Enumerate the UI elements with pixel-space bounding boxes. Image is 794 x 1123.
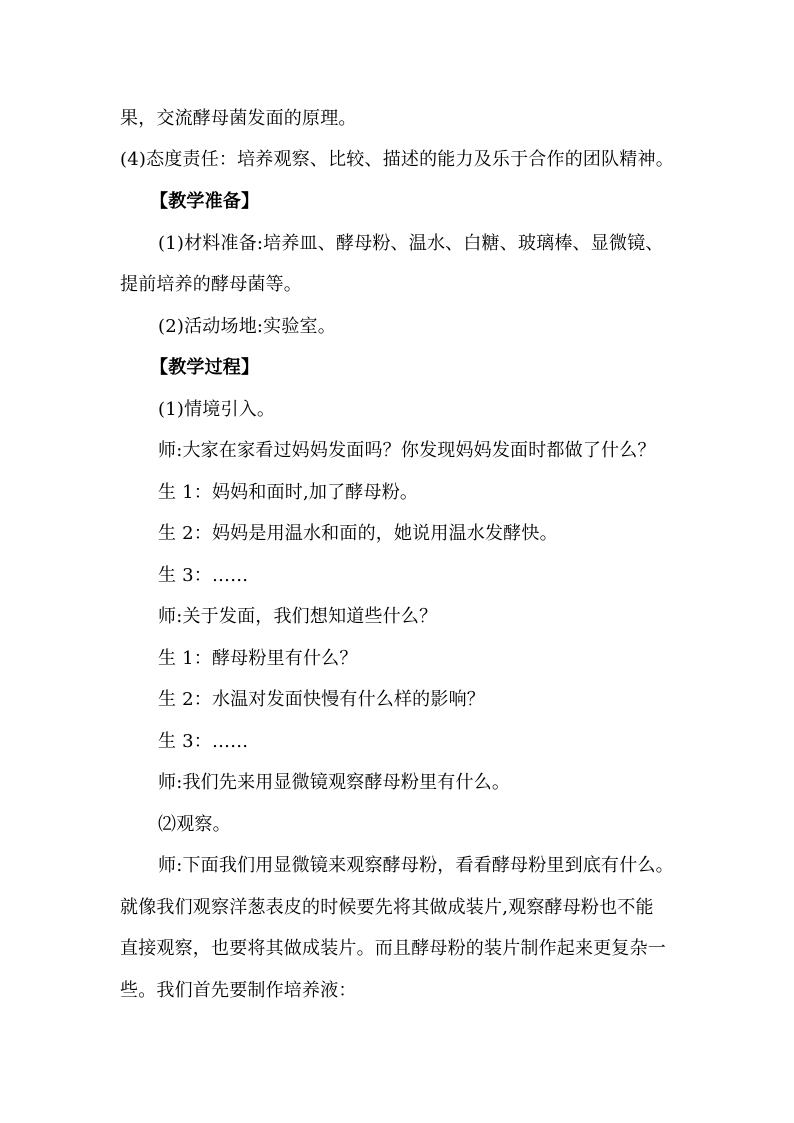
dialogue-line: 生 2：水温对发面快慢有什么样的影响？ (158, 689, 485, 710)
paragraph-line: 就像我们观察洋葱表皮的时候要先将其做成装片,观察酵母粉也不能 (120, 897, 654, 918)
paragraph-line: (2)活动场地:实验室。 (158, 316, 336, 337)
paragraph-line: 直接观察，也要将其做成装片。而且酵母粉的装片制作起来更复杂一 (120, 938, 666, 959)
dialogue-line: 生 3：…… (158, 731, 249, 752)
dialogue-line: 生 1：酵母粉里有什么？ (158, 648, 358, 669)
dialogue-line: 师:我们先来用显微镜观察酵母粉里有什么。 (158, 772, 511, 793)
paragraph-line: (4)态度责任：培养观察、比较、描述的能力及乐于合作的团队精神。 (120, 149, 674, 170)
paragraph-line: 提前培养的酵母菌等。 (120, 274, 302, 295)
dialogue-line: 师:大家在家看过妈妈发面吗？你发现妈妈发面时都做了什么？ (158, 440, 656, 461)
section-heading-preparation: 【教学准备】 (150, 191, 260, 212)
section-heading-process: 【教学过程】 (150, 357, 260, 378)
paragraph-line: ⑵观察。 (158, 814, 231, 835)
dialogue-line: 生 1：妈妈和面时,加了酵母粉。 (158, 482, 419, 503)
dialogue-line: 师:关于发面，我们想知道些什么？ (158, 606, 438, 627)
dialogue-line: 生 2：妈妈是用温水和面的，她说用温水发酵快。 (158, 523, 558, 544)
paragraph-line: 果，交流酵母菌发面的原理。 (120, 108, 357, 129)
paragraph-line: (1)材料准备:培养皿、酵母粉、温水、白糖、玻璃棒、显微镜、 (158, 233, 664, 254)
paragraph-line: (1)情境引入。 (158, 399, 276, 420)
paragraph-line: 些。我们首先要制作培养液： (120, 980, 357, 1001)
dialogue-line: 师:下面我们用显微镜来观察酵母粉，看看酵母粉里到底有什么。 (158, 855, 674, 876)
dialogue-line: 生 3：…… (158, 565, 249, 586)
